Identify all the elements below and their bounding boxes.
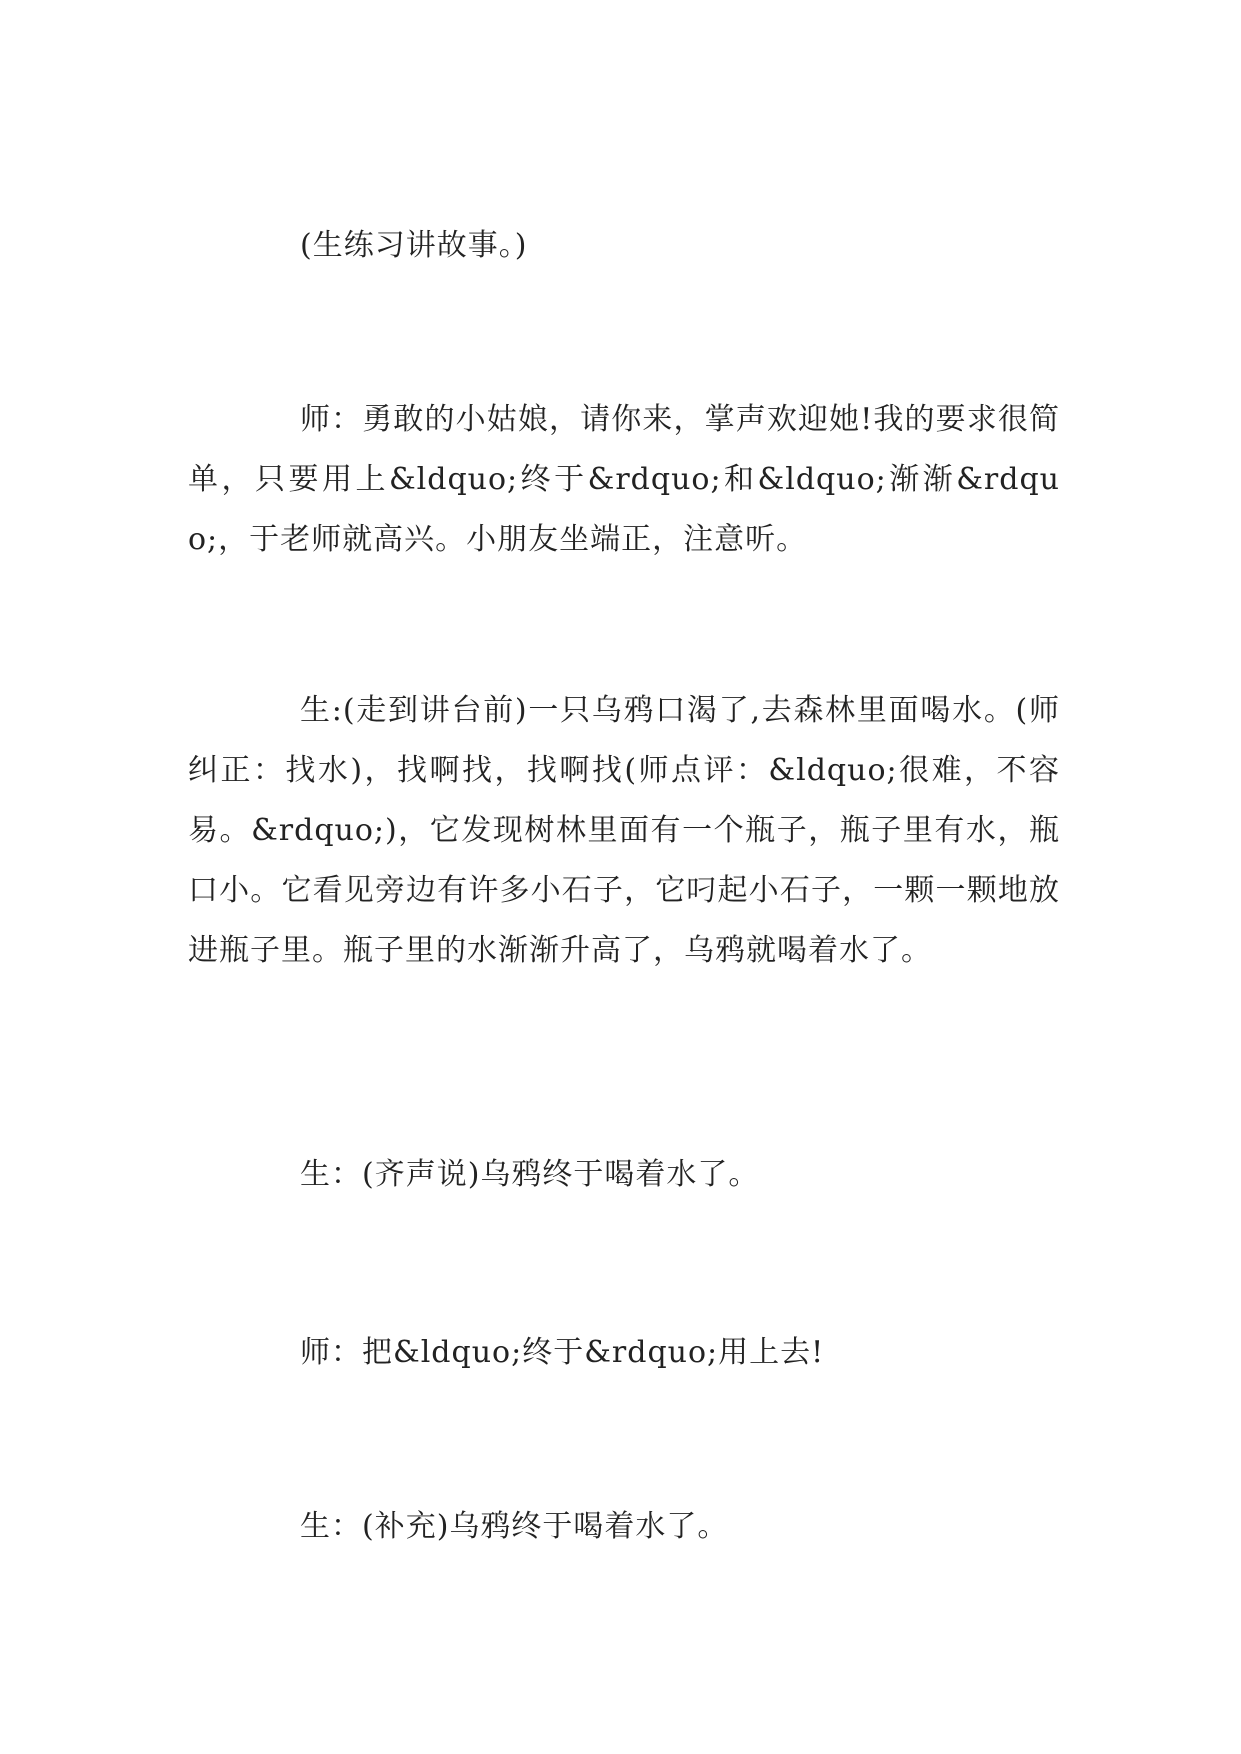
paragraph-student-story: 生:(走到讲台前)一只乌鸦口渴了,去森林里面喝水。(师纠正：找水)，找啊找，找啊找(师点评：&ldquo;很难，不容易。&rdquo;)，它发现树林里面有一个瓶子，瓶子里有水，瓶口小。它看见旁边有许多小石子，它叼起小石子，一颗一颗地放进瓶子里。瓶子里的水渐渐升高了，乌鸦就喝着水了。 [188,693,1060,968]
paragraph-student-chorus: 生：(齐声说)乌鸦终于喝着水了。 [300,1157,760,1192]
paragraph-student-practice: (生练习讲故事。) [300,228,528,263]
paragraph-teacher-prompt: 师：把&ldquo;终于&rdquo;用上去! [300,1335,825,1370]
paragraph-teacher-request: 师：勇敢的小姑娘，请你来，掌声欢迎她!我的要求很简单，只要用上&ldquo;终于&rdquo;和&ldquo;渐渐&rdquo;，于老师就高兴。小朋友坐端正，注意听。 [188,402,1060,557]
paragraph-student-supplement: 生：(补充)乌鸦终于喝着水了。 [300,1509,729,1544]
